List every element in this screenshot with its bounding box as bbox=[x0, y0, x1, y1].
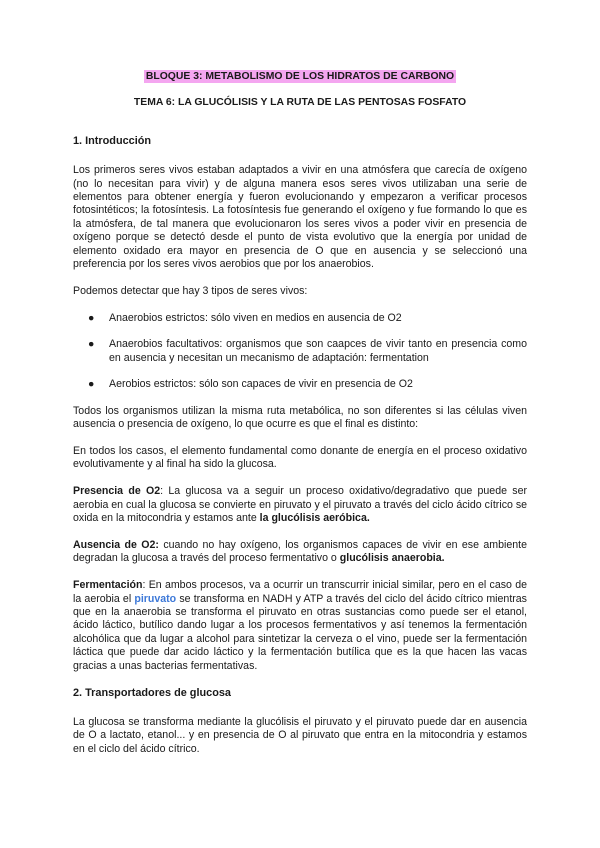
paragraph-glucosa: En todos los casos, el elemento fundamental como donante de energía en el proceso oxidativo evolutivamente y al final ha sido la glucosa. bbox=[73, 444, 527, 471]
ausencia-bold: glucólisis anaerobia. bbox=[339, 552, 445, 565]
paragraph-tipos: Podemos detectar que hay 3 tipos de seres vivos: bbox=[73, 284, 308, 297]
ausencia-label: Ausencia de O2: bbox=[73, 538, 159, 551]
fermentacion-label: Fermentación bbox=[73, 579, 143, 592]
block-title-row bbox=[73, 70, 527, 83]
bullet-icon: ● bbox=[88, 338, 95, 351]
presencia-text: : La glucosa va a seguir un proceso oxidativo/degradativo que puede ser aerobia en cual la glucosa se convierte en piruvato y el piruvato a través del ciclo ácido cítrico se oxida en la mitocondria y estamos ante bbox=[73, 485, 528, 524]
ausencia-text: cuando no hay oxígeno, los organismos capaces de vivir en ese ambiente degradan la glucosa a través del proceso fermentativo o bbox=[73, 538, 527, 565]
paragraph-transportadores: La glucosa se transforma mediante la glucólisis el piruvato y el piruvato puede dar en ausencia de O a lactato, etanol... y en presencia de O al piruvato que entra en la mitocondria y estamos en el ciclo del ácido cítrico. bbox=[73, 715, 527, 755]
paragraph-fermentacion bbox=[73, 579, 527, 673]
bullet-icon: ● bbox=[88, 311, 95, 324]
list-item bbox=[73, 378, 527, 391]
block-title: BLOQUE 3: METABOLISMO DE LOS HIDRATOS DE CARBONO bbox=[145, 71, 455, 82]
fermentacion-text-b: se transforma en NADH y ATP a través del ciclo del ácido cítrico mientras que en la anaerobia se transforma el piruvato en otras sustancias como puede ser el etanol, ácido láctico, butílico dando lugar a los procesos fermentativos y así tenemos la fermentación alcohólica que da lugar a alcohol para sintetizar la cerveza o el vino, puede ser la fermentación láctica que puede dar acido láctico y la fermentación butílica que es la que hacen las vacas gracias a unas bacterias fermentativas. bbox=[73, 592, 527, 672]
fermentacion-text-a: : En ambos procesos, va a ocurrir un transcurrir inicial similar, pero en el caso de la aerobia el bbox=[73, 579, 527, 605]
section-heading-transportadores: 2. Transportadores de glucosa bbox=[73, 686, 231, 699]
list-item-text: Anaerobios estrictos: sólo viven en medios en ausencia de O2 bbox=[109, 311, 402, 324]
paragraph-presencia bbox=[73, 485, 527, 525]
piruvato-highlight: piruvato bbox=[134, 592, 177, 605]
paragraph-intro: Los primeros seres vivos estaban adaptados a vivir en una atmósfera que carecía de oxígeno (no lo necesitan para vivir) y de alguna manera esos seres vivos utilizaban una serie de elementos para obtener energía y fueron evolucionando y empezaron a verificar procesos fotosintéticos; la fotosíntesis. La fotosíntesis fue generando el oxígeno y fue formando lo que es la atmósfera, de tal manera que evolucionaron los seres vivos a poder vivir en presencia de oxígeno porque se detectó desde el punto de vista evolutivo que la energía por unidad de elemento oxidado era mayor en presencia de O que en ausencia y se seleccionó una preferencia por los seres vivos aerobios que por los anaerobios. bbox=[73, 164, 527, 271]
paragraph-ruta: Todos los organismos utilizan la misma ruta metabólica, no son diferentes si las células viven ausencia o presencia de oxígeno, lo que ocurre es que el final es distinto: bbox=[73, 404, 527, 430]
paragraph-ausencia bbox=[73, 539, 527, 566]
list-item-text: Anaerobios facultativos: organismos que son caapces de vivir tanto en presencia como en ausencia y necesitan un mecanismo de adaptación: fermentation bbox=[109, 338, 527, 364]
bullet-icon: ● bbox=[88, 378, 95, 391]
tema-title: TEMA 6: LA GLUCÓLISIS Y LA RUTA DE LAS PENTOSAS FOSFATO bbox=[133, 97, 467, 109]
section-heading-introduccion: 1. Introducción bbox=[73, 134, 152, 147]
document-body bbox=[73, 70, 527, 770]
list-item-text: Aerobios estrictos: sólo son capaces de vivir en presencia de O2 bbox=[109, 378, 413, 391]
list-item bbox=[73, 338, 527, 365]
tipos-list bbox=[73, 312, 527, 392]
list-item bbox=[73, 312, 527, 325]
presencia-bold: la glucólisis aeróbica. bbox=[259, 511, 370, 524]
presencia-label: Presencia de O2 bbox=[73, 485, 161, 498]
